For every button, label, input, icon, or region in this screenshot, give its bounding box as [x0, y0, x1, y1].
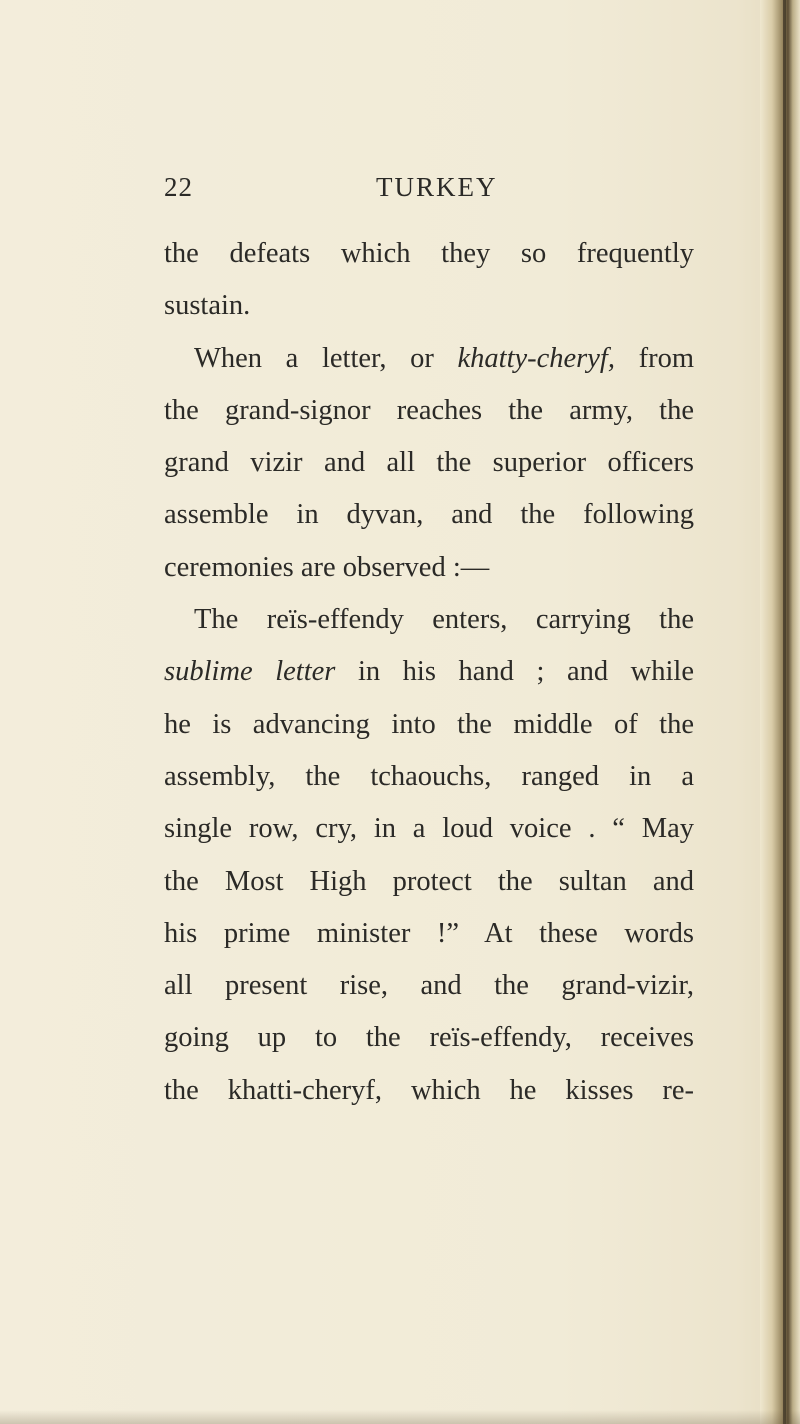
text-line: the grand-signor reaches the army, the [164, 394, 694, 426]
binding-shadow-line [783, 0, 786, 1424]
italic-term: khatty-cheryf, [457, 342, 615, 374]
text-run: in his hand ; and while [335, 656, 694, 688]
text-line: single row, cry, in a loud voice . “ May [164, 813, 694, 845]
text-line: all present rise, and the grand-vizir, [164, 970, 694, 1002]
text-line [164, 341, 694, 393]
body-text [164, 236, 694, 1125]
text-line: the defeats which they so frequently [164, 238, 694, 269]
text-line: the Most High protect the sultan and [164, 865, 694, 897]
book-spine-edge [760, 0, 800, 1424]
text-line: assemble in dyvan, and the following [164, 499, 694, 531]
italic-term: sublime letter [164, 656, 336, 688]
page-header [164, 172, 684, 212]
text-line: grand vizir and all the superior officers [164, 447, 694, 479]
text-line [164, 654, 694, 706]
text-line: assembly, the tchaouchs, ranged in a [164, 760, 694, 792]
text-line: his prime minister !” At these words [164, 917, 694, 949]
text-run: from [614, 342, 694, 374]
running-title: TURKEY [376, 172, 498, 202]
text-line: the khatti-cheryf, which he kisses re- [164, 1074, 694, 1106]
text-line: going up to the reïs-effendy, receives [164, 1022, 694, 1054]
text-line: he is advancing into the middle of the [164, 708, 694, 740]
text-run: When a letter, or [194, 342, 458, 374]
text-line: sustain. [164, 290, 251, 322]
text-line: ceremonies are observed :— [164, 551, 490, 583]
page-bottom-shadow [0, 1410, 800, 1424]
page-number: 22 [164, 172, 193, 202]
text-line: The reïs-effendy enters, carrying the [194, 604, 694, 636]
